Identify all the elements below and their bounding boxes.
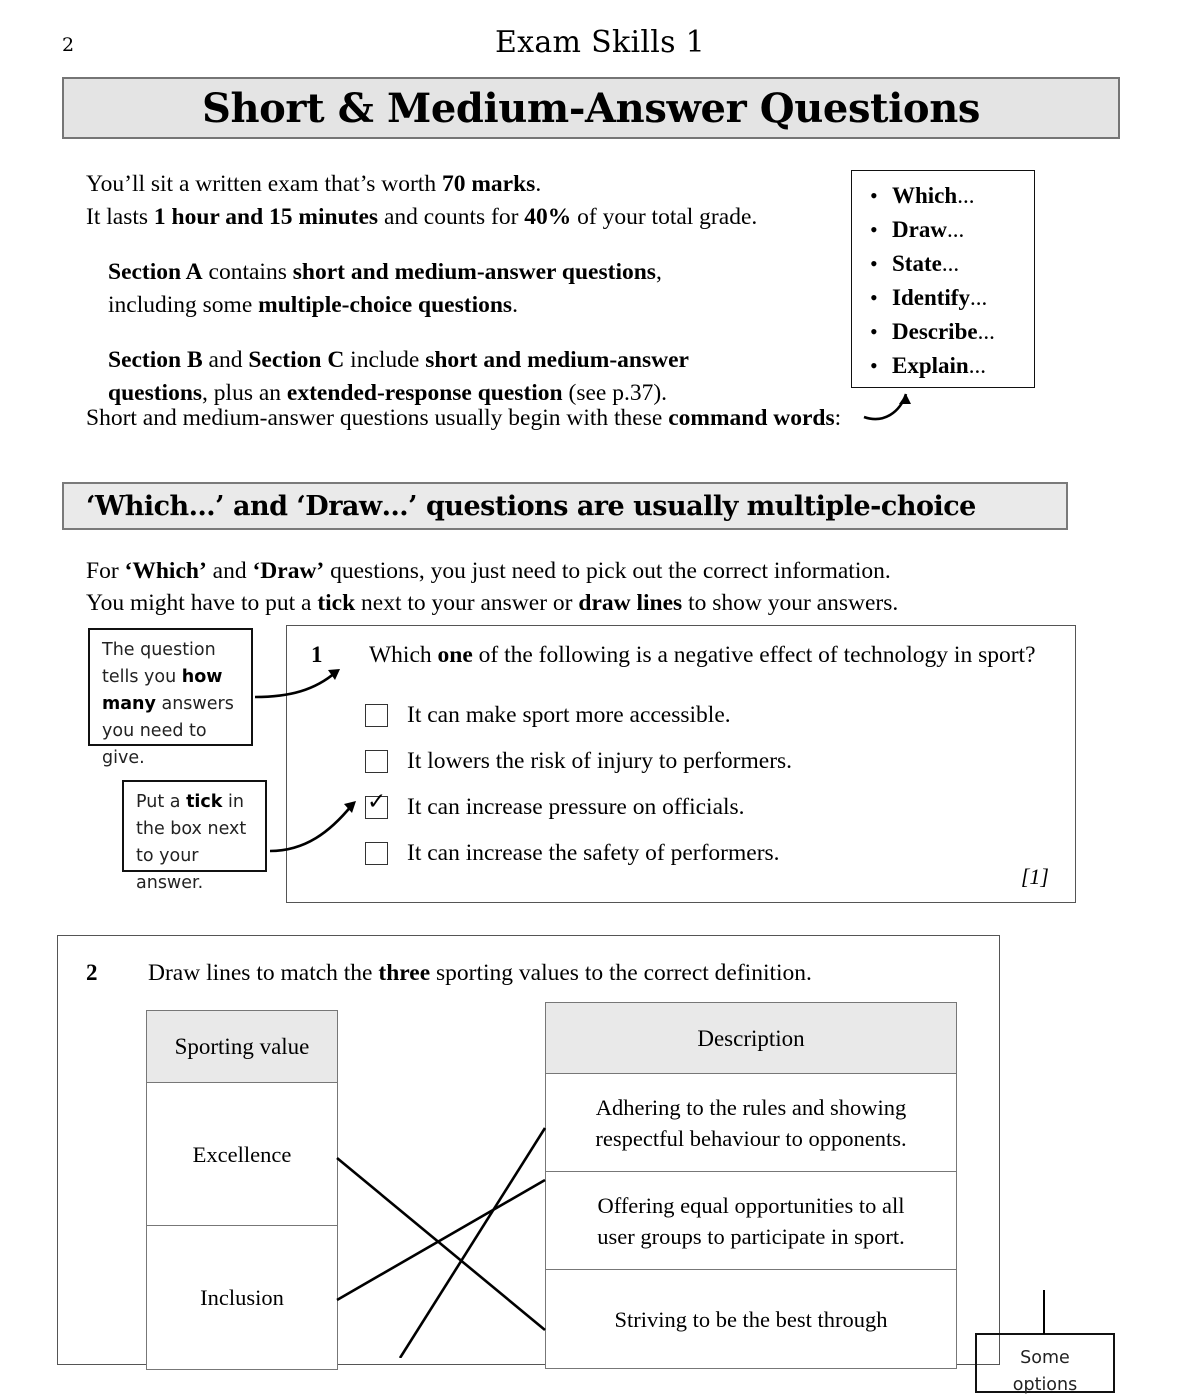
- question-1-stem-bold: one: [437, 642, 473, 668]
- intro-line-2-a: It lasts: [86, 204, 154, 230]
- question-1-stem-c: of the following is a negative effect of technology in sport?: [472, 642, 1036, 668]
- command-word-which-dots: ...: [957, 183, 975, 208]
- section-bc-bold-3: extended-response question: [286, 380, 563, 406]
- command-word-state: [892, 251, 959, 277]
- question-2-stem: [148, 960, 812, 987]
- command-word-identify-dots: ...: [969, 285, 988, 310]
- description-row-1-line-1: Adhering to the rules and showing: [595, 1094, 907, 1120]
- section-intro-1a: For: [86, 558, 125, 584]
- callout-tick-line-1c: in: [222, 792, 244, 812]
- command-word-explain-label: Explain: [892, 353, 969, 378]
- callout-put-a-tick: [122, 780, 267, 893]
- question-1-marks: [1]: [1020, 864, 1049, 889]
- command-word-item: [852, 285, 1034, 319]
- section-heading-bar: [62, 482, 1068, 530]
- command-word-identify-label: Identify: [892, 285, 970, 310]
- sporting-values-header: Sporting value: [147, 1011, 337, 1083]
- question-1-option-2[interactable]: [365, 738, 1065, 784]
- bullet-icon: •: [870, 319, 878, 344]
- section-a-label: Section A: [108, 259, 203, 285]
- callout-how-many-line-4: you need to give.: [102, 721, 207, 768]
- question-1-option-1[interactable]: [365, 692, 1065, 738]
- section-bc-bold-1: short and medium-answer: [425, 347, 689, 373]
- question-1-option-4[interactable]: [365, 830, 1065, 876]
- section-a-text-3: including some: [108, 292, 259, 318]
- section-a-line-1: [108, 256, 826, 289]
- command-word-describe: [892, 319, 995, 345]
- section-bc-text-1: and: [202, 347, 249, 373]
- command-word-item: [852, 353, 1034, 387]
- section-c-label: Section C: [248, 347, 345, 373]
- section-intro-2e: to show your answers.: [682, 590, 899, 616]
- callout-how-many-line-3b: answers: [155, 694, 234, 714]
- section-a-bold-2: multiple-choice questions: [258, 292, 513, 318]
- section-intro-2a: You might have to put a: [86, 590, 318, 616]
- description-row-1[interactable]: [546, 1074, 956, 1172]
- callout-tick-line-1a: Put a: [136, 792, 187, 812]
- intro-line-1-a: You’ll sit a written exam that’s worth: [86, 171, 442, 197]
- callout-how-many-bold-1: how: [181, 667, 223, 687]
- question-2-stem-c: sporting values to the correct definition.: [430, 960, 812, 986]
- bullet-icon: •: [870, 353, 878, 378]
- intro-line-1-c: .: [535, 171, 542, 197]
- section-a-text-4: .: [512, 292, 518, 318]
- callout-some-options: [975, 1333, 1115, 1393]
- arrowhead-to-command-box: [899, 394, 911, 404]
- callout-tick-bold: tick: [186, 792, 223, 812]
- command-word-item: [852, 251, 1034, 285]
- question-1-option-2-label: It lowers the risk of injury to performers.: [407, 747, 793, 774]
- command-words-lead-a: Short and medium-answer questions usually begin with these: [86, 405, 669, 431]
- section-heading: ‘Which…’ and ‘Draw…’ questions are usually multiple-choice: [86, 490, 976, 522]
- callout-tick-line-3: to your answer.: [136, 846, 204, 893]
- section-intro-2b: tick: [317, 590, 356, 616]
- command-word-which: [892, 183, 974, 209]
- command-word-which-label: Which: [892, 183, 958, 208]
- callout-some-options-text: Some options: [1012, 1348, 1078, 1395]
- question-1-option-4-label: It can increase the safety of performers.: [407, 839, 780, 866]
- arrow-to-command-box: [864, 394, 906, 419]
- bullet-icon: •: [870, 285, 878, 310]
- question-1-option-1-label: It can make sport more accessible.: [407, 701, 731, 728]
- section-intro-line-2: [86, 587, 986, 619]
- section-intro-2c: next to your answer or: [355, 590, 579, 616]
- page-number: 2: [62, 34, 75, 56]
- section-bc-text-3: , plus an: [202, 380, 287, 406]
- command-word-explain-dots: ...: [968, 353, 986, 378]
- intro-line-2: [86, 201, 826, 234]
- intro-line-2-d: 40%: [524, 204, 572, 230]
- question-1-stem: [369, 642, 1036, 669]
- bullet-icon: •: [870, 217, 878, 242]
- section-a-text-1: contains: [202, 259, 293, 285]
- question-1-number: 1: [311, 642, 323, 667]
- description-row-3[interactable]: [546, 1270, 956, 1368]
- intro-line-1: [86, 168, 826, 201]
- command-word-draw-dots: ...: [946, 217, 965, 242]
- checkbox-unchecked-icon[interactable]: [365, 750, 388, 773]
- question-1-option-3[interactable]: [365, 784, 1065, 830]
- command-word-explain: [892, 353, 986, 379]
- sporting-value-excellence[interactable]: Excellence: [147, 1083, 337, 1226]
- intro-text-block: [86, 168, 826, 410]
- section-intro-block: [86, 555, 986, 619]
- command-word-draw-label: Draw: [892, 217, 947, 242]
- command-word-describe-label: Describe: [892, 319, 978, 344]
- section-bc-line-1: [108, 344, 826, 377]
- intro-line-2-c: and counts for: [378, 204, 525, 230]
- section-b-label: Section B: [108, 347, 203, 373]
- sporting-value-inclusion[interactable]: Inclusion: [200, 1285, 284, 1310]
- section-intro-1c: and: [206, 558, 253, 584]
- command-words-lead-c: :: [834, 405, 842, 431]
- intro-line-1-b: 70 marks: [441, 171, 536, 197]
- page-title-bar: [62, 77, 1120, 139]
- command-word-item: [852, 183, 1034, 217]
- description-header: Description: [546, 1003, 956, 1074]
- intro-line-2-e: of your total grade.: [571, 204, 758, 230]
- command-words-lead: [86, 405, 841, 432]
- callout-how-many-bold-2: many: [102, 694, 156, 714]
- section-bc-text-4: (see p.37).: [562, 380, 668, 406]
- command-word-state-label: State: [892, 251, 942, 276]
- section-bc-text-2: include: [344, 347, 426, 373]
- question-2-stem-bold: three: [378, 960, 431, 986]
- command-words-box: [851, 170, 1035, 388]
- intro-line-2-b: 1 hour and 15 minutes: [153, 204, 379, 230]
- checkbox-unchecked-icon[interactable]: [365, 842, 388, 865]
- description-row-2-line-1: Offering equal opportunities to all: [597, 1192, 905, 1218]
- section-intro-1e: questions, you just need to pick out the correct information.: [324, 558, 891, 584]
- description-row-2[interactable]: [546, 1172, 956, 1270]
- command-word-describe-dots: ...: [977, 319, 995, 344]
- section-intro-1d: ‘Draw’: [252, 558, 325, 584]
- section-intro-line-1: [86, 555, 986, 587]
- command-word-draw: [892, 217, 964, 243]
- command-word-item: [852, 319, 1034, 353]
- command-word-identify: [892, 285, 987, 311]
- section-intro-2d: draw lines: [578, 590, 683, 616]
- command-words-lead-bold: command words: [668, 405, 835, 431]
- section-a-text-2: ,: [655, 259, 662, 285]
- section-bc-bold-2: questions: [108, 380, 203, 406]
- checkbox-unchecked-icon[interactable]: [365, 704, 388, 727]
- callout-how-many: [88, 628, 253, 768]
- question-1-stem-a: Which: [369, 642, 438, 668]
- question-1-option-3-label: It can increase pressure on officials.: [407, 793, 745, 820]
- question-2-box: [57, 935, 1000, 1365]
- running-head: Exam Skills 1: [494, 25, 706, 60]
- question-1-box: [286, 625, 1076, 903]
- description-row-1-line-2: respectful behaviour to opponents.: [595, 1125, 907, 1151]
- checkbox-checked-icon[interactable]: [365, 796, 388, 819]
- description-row-3-line-1: Striving to be the best through: [614, 1306, 888, 1332]
- description-row-2-line-2: user groups to participate in sport.: [597, 1223, 905, 1249]
- bullet-icon: •: [870, 183, 878, 208]
- question-2-number: 2: [86, 960, 98, 985]
- question-1-option-list: [365, 692, 1065, 876]
- sporting-values-table: [146, 1010, 338, 1370]
- bullet-icon: •: [870, 251, 878, 276]
- section-intro-1b: ‘Which’: [124, 558, 207, 584]
- section-a-bold-1: short and medium-answer questions: [292, 259, 656, 285]
- command-word-item: [852, 217, 1034, 251]
- question-2-stem-a: Draw lines to match the: [148, 960, 379, 986]
- section-a-line-2: [108, 289, 826, 322]
- page-title: Short & Medium-Answer Questions: [201, 84, 981, 132]
- callout-tick-line-2: the box next: [136, 819, 247, 839]
- description-table: [545, 1002, 957, 1369]
- command-word-state-dots: ...: [941, 251, 960, 276]
- callout-how-many-line-2a: tells you: [102, 667, 182, 687]
- callout-how-many-line-1: The question: [102, 640, 216, 660]
